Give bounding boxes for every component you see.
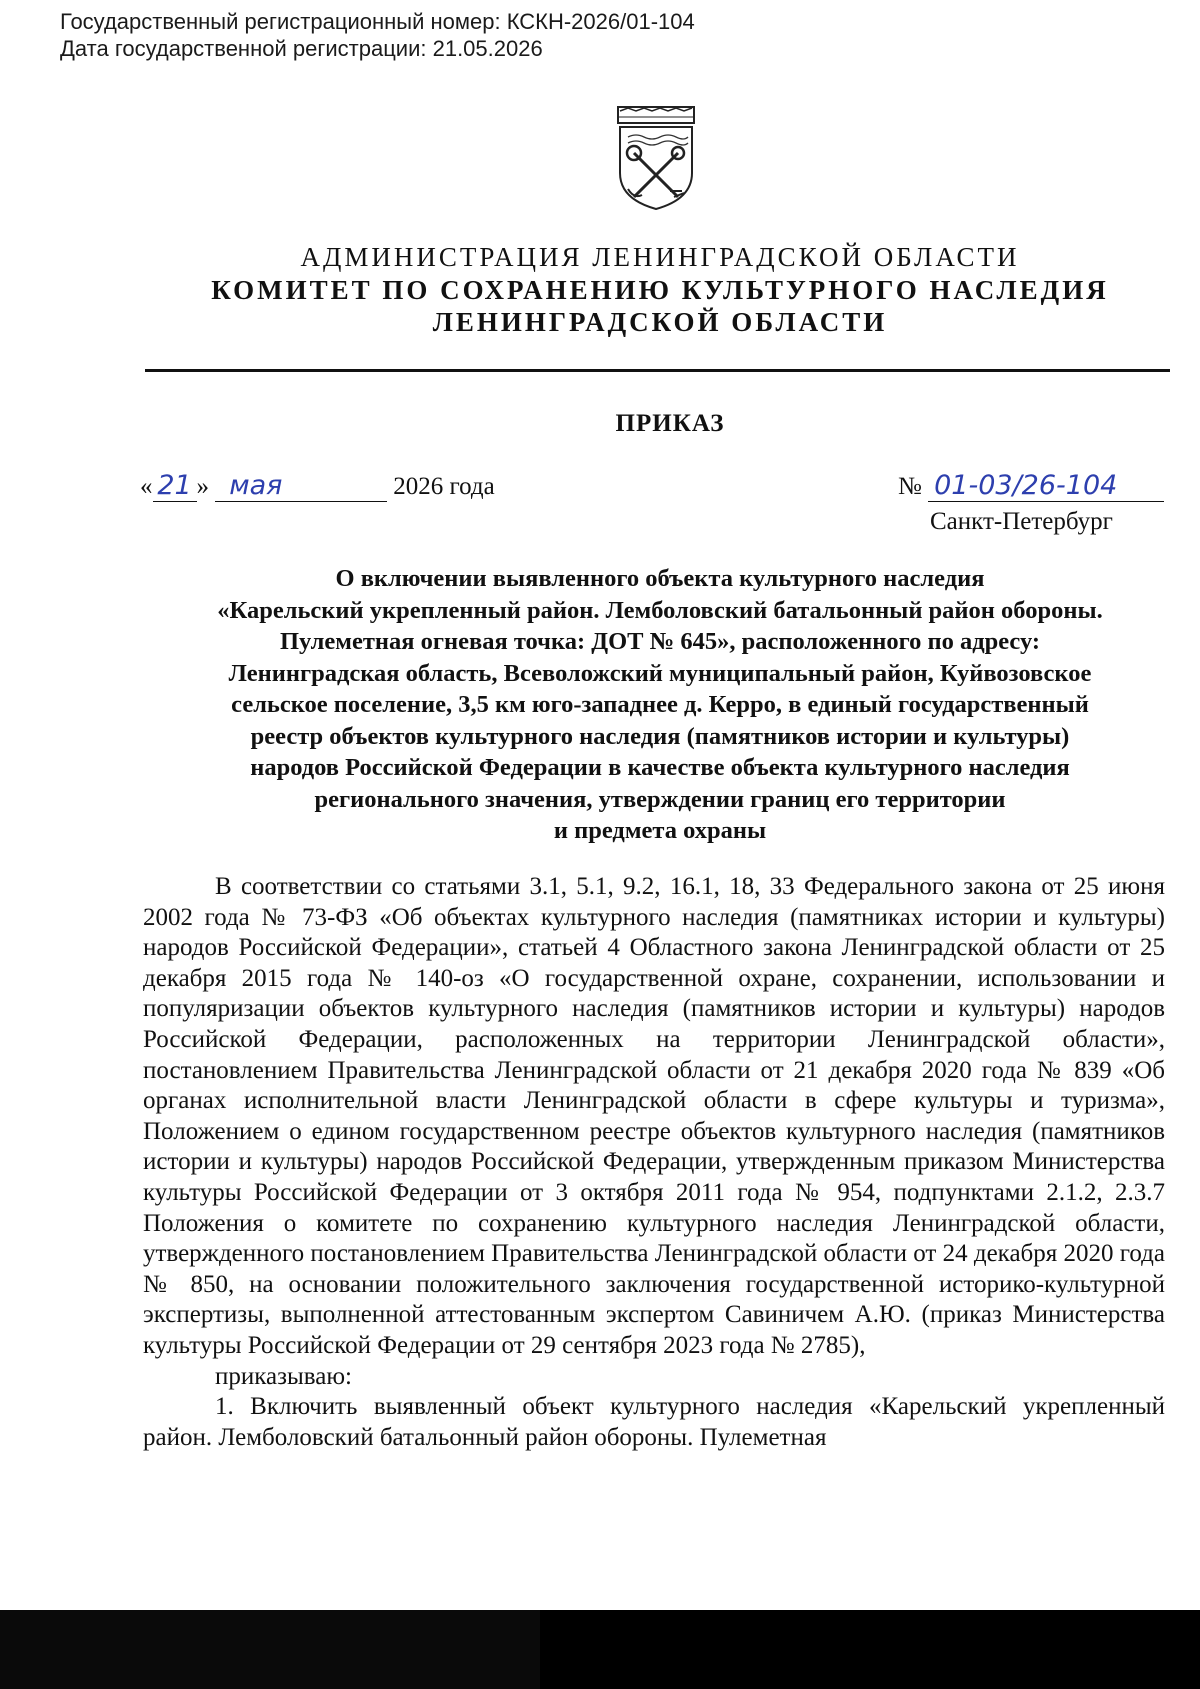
order-number	[898, 470, 1164, 502]
title-line: сельское поселение, 3,5 км юго-западнее д. Керро, в единый государственный	[231, 691, 1089, 718]
administration-name: АДМИНИСТРАЦИЯ ЛЕНИНГРАДСКОЙ ОБЛАСТИ	[300, 242, 1020, 272]
committee-region: ЛЕНИНГРАДСКОЙ ОБЛАСТИ	[432, 307, 888, 337]
title-line: и предмета охраны	[553, 817, 767, 844]
registration-number: Государственный регистрационный номер: КСКН-2026/01-104	[60, 9, 695, 34]
title-line: О включении выявленного объекта культурного наследия	[335, 565, 985, 592]
preamble-paragraph: В соответствии со статьями 3.1, 5.1, 9.2, 16.1, 18, 33 Федерального закона от 25 июня 2002 года № 73-ФЗ «Об объектах культурного наследия (памятниках истории и культуры) народов Российской Федерации», статьей 4 Областного закона Ленинградской области от 25 декабря 2015 года № 140-оз «О государственной охране, сохранении, использовании и популяризации объектов культурного наследия (памятников истории и культуры) народов Российской Федерации, расположенных на территории Ленинградской области», постановлением Правительства Ленинградской области от 21 декабря 2020 года № 839 «Об органах исполнительной власти Ленинградской области в сфере культуры и туризма», Положением о едином государственном реестре объектов культурного наследия (памятников истории и культуры) народов Российской Федерации, утвержденным приказом Министерства культуры Российской Федерации от 3 октября 2011 года № 954, подпунктами 2.1.2, 2.3.7 Положения о комитете по сохранению культурного наследия Ленинградской области, утвержденного постановлением Правительства Ленинградской области от 24 декабря 2020 года № 850, на основании положительного заключения государственной историко-культурной экспертизы, выполненной аттестованным экспертом Савиничем А.Ю. (приказ Министерства культуры Российской Федерации от 29 сентября 2023 года № 2785),	[143, 873, 1165, 1359]
date-month: мая	[215, 470, 387, 502]
date-open-quote: «	[140, 473, 153, 500]
title-line: «Карельский укрепленный район. Лемболовский батальонный район обороны.	[217, 596, 1103, 624]
city: Санкт-Петербург	[930, 508, 1113, 535]
number-label: №	[898, 473, 922, 500]
order-word: приказываю:	[215, 1362, 352, 1390]
title-line: Пулеметная огневая точка: ДОТ № 645», расположенного по адресу:	[279, 628, 1041, 655]
date-year: 2026 года	[393, 473, 495, 500]
title-line: Ленинградская область, Всеволожский муниципальный район, Куйвозовское	[228, 659, 1092, 687]
title-line: регионального значения, утверждении границ его территории	[314, 785, 1006, 813]
date-close-quote: »	[196, 473, 209, 500]
document-type: ПРИКАЗ	[615, 410, 725, 437]
order-date	[140, 470, 495, 502]
order-body	[143, 872, 1165, 1453]
registration-stamp	[60, 8, 695, 62]
number-value: 01-03/26-104	[928, 470, 1164, 502]
order-title	[140, 563, 1180, 847]
committee-name: КОМИТЕТ ПО СОХРАНЕНИЮ КУЛЬТУРНОГО НАСЛЕДИЯ	[211, 275, 1109, 305]
header-divider	[145, 369, 1170, 372]
order-item-1: 1. Включить выявленный объект культурного наследия «Карельский укрепленный район. Лемболовский батальонный район обороны. Пулеметная	[143, 1393, 1165, 1451]
scan-bottom-edge-left	[0, 1610, 540, 1689]
date-day: 21	[153, 470, 197, 502]
coat-of-arms-icon	[608, 103, 704, 213]
title-line: реестр объектов культурного наследия (памятников истории и культуры)	[250, 722, 1070, 750]
title-line: народов Российской Федерации в качестве объекта культурного наследия	[250, 754, 1070, 781]
registration-date: Дата государственной регистрации: 21.05.2026	[60, 36, 543, 61]
